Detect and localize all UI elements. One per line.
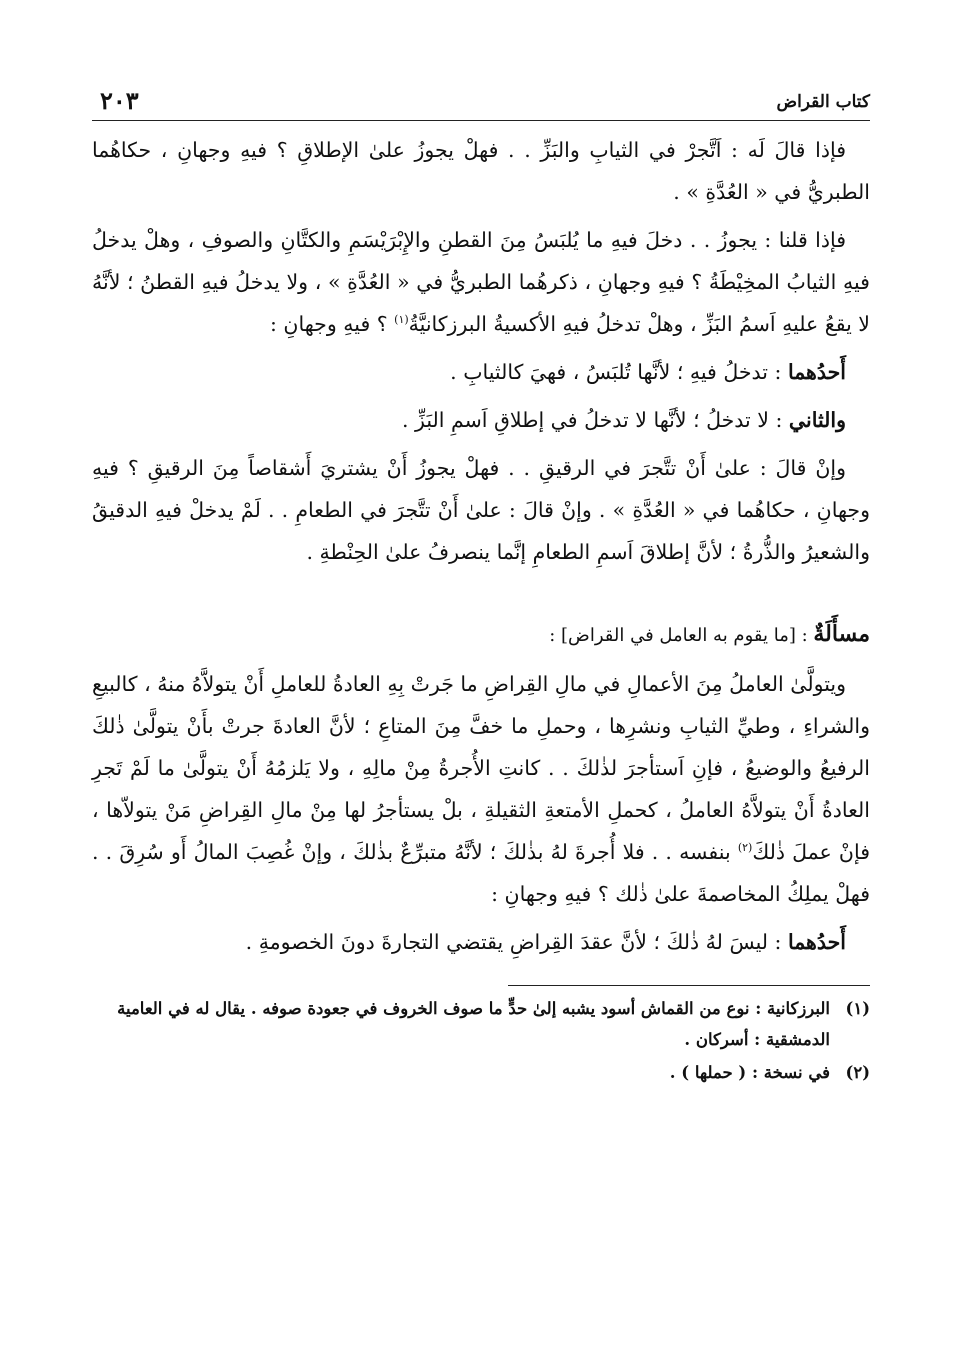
paragraph-lead: أَحدُهما [787,930,846,954]
paragraph-text: فإذا قالَ لَه : اَتَّجرْ في الثيابِ والبَزِّ . . فهلْ يجوزُ علىٰ الإطلاقِ ؟ فيهِ وجهانِ ، حكاهُما الطبريُّ في « العُدَّةِ » . [92,138,870,204]
issue-label: مسأَلَةٌ [813,621,870,647]
footnote [92,1057,870,1088]
footnote-text: البرزكانية : نوع من القماش أسود يشبه إلىٰ حدٍّ ما صوف الخروف في جعودة صوفه . يقال له في العامية الدمشقية : أسركان . [117,999,830,1049]
book-page [92,80,870,1090]
main-text [92,129,870,963]
paragraph-text: : لا تدخلُ ؛ لأنَّها لا تدخلُ في إطلاقِ اَسمِ البَزِّ . [401,408,789,432]
paragraph-text: : تدخلُ فيهِ ؛ لأنَّها تُلبَسُ ، فهيَ كالثيابِ . [450,360,788,384]
paragraph [92,219,870,345]
paragraph-text: فإذا قلنا : يجوزُ . . دخلَ فيهِ ما يُلبَسُ مِنَ القطنِ والإِبْرَيْسَمِ والكتَّانِ والصوفِ ، وهلْ يدخلُ فيهِ الثيابُ المخِيْطَةُ ؟ فيهِ وجهانِ ، ذكرهُما الطبريُّ في « العُدَّةِ » ، ولا يدخلُ فيهِ القطنُ ؛ لأنَّهُ لا يقعُ عليهِ اَسمُ البَزِّ ، وهلْ تدخلُ فيهِ الأكسيةُ البرزكانيَّةُ [92,228,870,336]
footnote-reference[interactable]: (٢) [737,841,753,855]
paragraph [92,399,870,441]
running-header [92,80,870,121]
paragraph-text: ؟ فيهِ وجهانِ : [270,312,395,336]
page-number: ٢٠٣ [100,86,139,115]
paragraph-text: وإنْ قالَ : علىٰ أَنْ تتَّجرَ في الرقيقِ . . فهلْ يجوزُ أَنْ يشتريَ أَشقاصاً مِنَ الرقيقِ ؟ فيهِ وجهانِ ، حكاهُما في « العُدَّةِ » . وإنْ قالَ : علىٰ أَنْ تتَّجرَ في الطعامِ . . لَمْ يدخلْ فيهِ الدقيقُ والشعيرُ والذُّرةُ ؛ لأنَّ إطلاقَ اَسمِ الطعامِ إنَّما ينصرفُ علىٰ الحِنْطةِ . [92,456,870,564]
paragraph [92,447,870,573]
paragraph-text: بنفسه . . فلا أُجرةَ لهُ بذٰلكَ ؛ لأنَّهُ متبرِّعٌ بذٰلكَ ، وإنْ غُصِبَ المالُ أَو سُرِقَ . . فهلْ يملِكُ المخاصمةَ علىٰ ذٰلك ؟ فيهِ وجهانِ : [92,840,870,906]
paragraph [92,129,870,213]
paragraph-text: : ليسَ لهُ ذٰلكَ ؛ لأنَّ عقدَ القِراضِ يقتضي التجارةَ دونَ الخصومةِ . [245,930,788,954]
issue-heading [92,613,870,657]
paragraph [92,351,870,393]
paragraph-lead: أَحدُهما [787,360,846,384]
running-title: كتاب القراض [776,92,870,112]
paragraph [92,921,870,963]
footnote-reference[interactable]: (١) [394,313,409,327]
footnote-text: في نسخة : ( حملها ) . [669,1063,830,1082]
paragraph-text: ويتولَّىٰ العاملُ مِنَ الأعمالِ في مالِ القِراضِ ما جَرتْ بِهِ العادةُ للعاملِ أَنْ يتولاَّهُ منهُ ، كالبيعِ والشراءِ ، وطيِّ الثيابِ ونشرِها ، وحملِ ما خفَّ مِنَ المتاعِ ؛ لأنَّ العادةَ جرتْ بأَنْ يتولَّىٰ ذٰلكَ الرفيعُ والوضيعُ ، فإنِ اَستأجرَ لذٰلكَ . . كانتِ الأُجرةُ مِنْ مالِهِ ، ولا يَلزمُهُ أَنْ يتولَّىٰ ما لَمْ تَجرِ العادةُ أَنْ يتولاَّهُ العاملُ ، كحملِ الأمتعةِ الثقيلةِ ، بلْ يستأجرُ لها مِنْ مالِ القِراضِ مَنْ يتولاّها ، فإنْ عملَ ذٰلكَ [92,672,870,864]
paragraph [92,663,870,915]
footnote-number: (١) [845,999,870,1018]
footnotes [92,993,870,1088]
issue-subtitle: : [ما يقوم به العامل في القراض] : [549,625,814,646]
footnote-number: (٢) [845,1063,870,1082]
paragraph-lead: والثاني [788,408,846,432]
footnote [92,993,870,1055]
